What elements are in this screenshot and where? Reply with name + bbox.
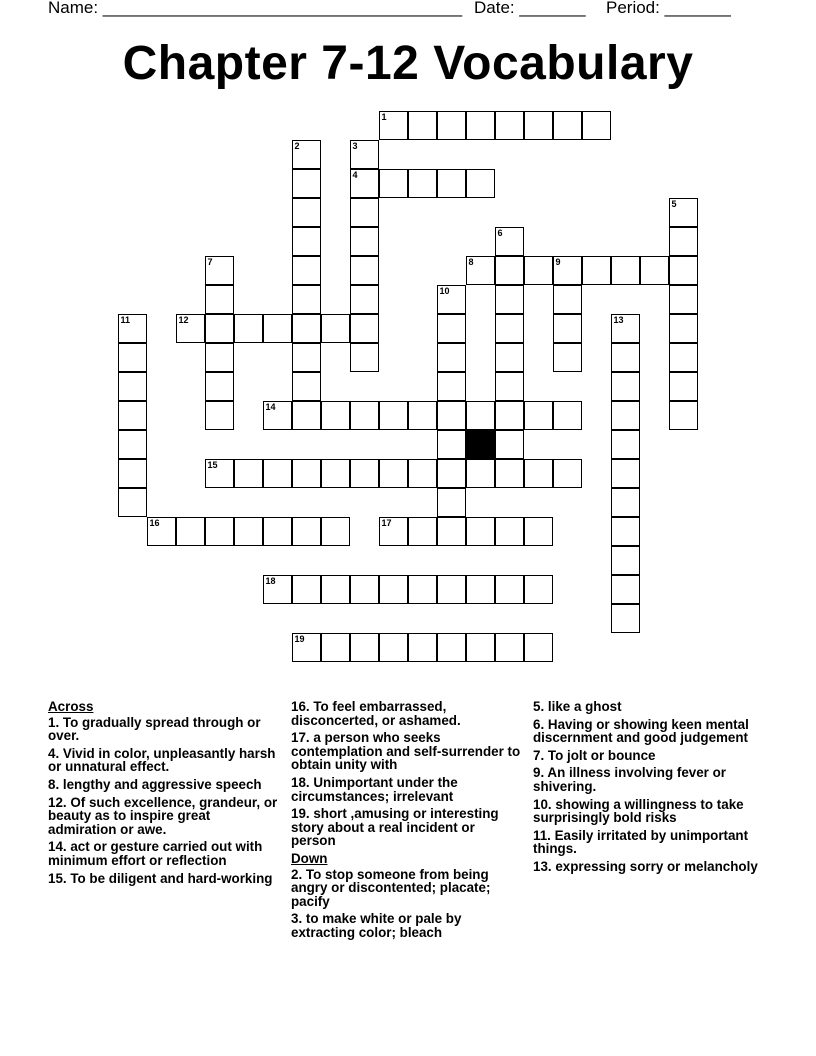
clue-number: 12 [178,314,189,325]
clue-number: 3 [352,140,358,151]
crossword-cell[interactable] [350,198,379,227]
crossword-cell[interactable] [611,401,640,430]
page-title: Chapter 7-12 Vocabulary [122,37,694,90]
clue-number: 7 [207,256,213,267]
crossword-cell[interactable] [408,633,437,662]
crossword-cell[interactable] [118,488,147,517]
crossword-cell[interactable] [437,343,466,372]
crossword-cell[interactable] [350,169,379,198]
crossword-cell[interactable] [205,343,234,372]
crossword-cell[interactable] [466,111,495,140]
clue-down-5: 5. like a ghost [533,699,622,714]
crossword-cell[interactable] [292,285,321,314]
crossword-cell[interactable] [205,401,234,430]
crossword-cell[interactable] [292,401,321,430]
crossword-cell[interactable] [495,575,524,604]
crossword-cell[interactable] [350,140,379,169]
crossword-cell[interactable] [611,314,640,343]
crossword-cell[interactable] [437,430,466,459]
crossword-cell[interactable] [669,343,698,372]
crossword-cell[interactable] [524,256,553,285]
clue-across-18: 18. Unimportant under the circumstances; irrelevant [291,774,458,804]
clue-across-14: 14. act or gesture carried out with minimum effort or reflection [48,839,263,868]
crossword-cell[interactable] [263,459,292,488]
crossword-cell[interactable] [495,372,524,401]
crossword-cell[interactable] [408,459,437,488]
crossword-cell[interactable] [379,459,408,488]
crossword-cell[interactable] [147,517,176,546]
black-square [466,430,495,459]
clue-number: 10 [439,285,450,296]
clue-number: 1 [381,111,387,122]
crossword-cell[interactable] [408,401,437,430]
crossword-cell[interactable] [205,517,234,546]
crossword-cell[interactable] [524,633,553,662]
clues-column-2 [291,700,521,944]
crossword-cell[interactable] [234,314,263,343]
crossword-cell[interactable] [408,169,437,198]
crossword-cell[interactable] [263,314,292,343]
crossword-cell[interactable] [553,285,582,314]
crossword-cell[interactable] [292,314,321,343]
crossword-cell[interactable] [466,459,495,488]
crossword-cell[interactable] [582,111,611,140]
crossword-cell[interactable] [408,517,437,546]
crossword-cell[interactable] [437,169,466,198]
crossword-cell[interactable] [611,517,640,546]
crossword-cell[interactable] [205,256,234,285]
crossword-cell[interactable] [292,372,321,401]
crossword-cell[interactable] [611,604,640,633]
clue-down-6: 6. Having or showing keen mental discernment and good judgement [533,716,749,746]
clue-across-4: 4. Vivid in color, unpleasantly harsh or unnatural effect. [48,745,276,775]
crossword-cell[interactable] [437,372,466,401]
clue-number: 4 [352,169,358,180]
crossword-cell[interactable] [495,285,524,314]
crossword-cell[interactable] [524,459,553,488]
down-heading: Down [291,850,328,866]
crossword-cell[interactable] [524,111,553,140]
crossword-cell[interactable] [321,459,350,488]
crossword-cell[interactable] [495,401,524,430]
clue-number: 11 [120,314,131,325]
crossword-cell[interactable] [466,401,495,430]
crossword-cell[interactable] [669,285,698,314]
crossword-cell[interactable] [205,314,234,343]
crossword-cell[interactable] [263,575,292,604]
crossword-cell[interactable] [669,314,698,343]
crossword-cell[interactable] [379,111,408,140]
crossword-cell[interactable] [437,285,466,314]
clue-number: 13 [613,314,624,325]
crossword-cell[interactable] [350,575,379,604]
clue-down-9: 9. An illness involving fever or shivering. [533,765,726,794]
crossword-cell[interactable] [263,517,292,546]
crossword-cell[interactable] [321,517,350,546]
clue-number: 16 [149,517,160,528]
clue-number: 9 [555,256,561,267]
clue-number: 19 [294,633,305,644]
crossword-cell[interactable] [350,459,379,488]
crossword-cell[interactable] [379,575,408,604]
crossword-cell[interactable] [350,285,379,314]
crossword-cell[interactable] [437,633,466,662]
crossword-cell[interactable] [321,314,350,343]
crossword-cell[interactable] [553,314,582,343]
date-field[interactable]: Date: _______ [474,0,586,17]
crossword-cell[interactable] [321,575,350,604]
crossword-cell[interactable] [118,401,147,430]
crossword-cell[interactable] [292,256,321,285]
crossword-cell[interactable] [611,546,640,575]
crossword-cell[interactable] [437,314,466,343]
crossword-cell[interactable] [292,459,321,488]
crossword-cell[interactable] [118,459,147,488]
crossword-cell[interactable] [466,256,495,285]
crossword-cell[interactable] [292,227,321,256]
crossword-cell[interactable] [176,314,205,343]
clue-number: 14 [265,401,276,412]
crossword-cell[interactable] [205,372,234,401]
crossword-cell[interactable] [350,401,379,430]
crossword-cell[interactable] [611,256,640,285]
crossword-cell[interactable] [495,314,524,343]
crossword-cell[interactable] [350,256,379,285]
crossword-cell[interactable] [437,517,466,546]
crossword-cell[interactable] [495,430,524,459]
crossword-cell[interactable] [408,575,437,604]
crossword-cell[interactable] [611,488,640,517]
crossword-cell[interactable] [292,198,321,227]
clue-across-1: 1. To gradually spread through or over. [48,714,261,744]
crossword-cell[interactable] [437,459,466,488]
crossword-cell[interactable] [553,401,582,430]
crossword-cell[interactable] [292,169,321,198]
crossword-cell[interactable] [553,343,582,372]
clue-across-8: 8. lengthy and aggressive speech [48,776,262,792]
crossword-cell[interactable] [292,575,321,604]
crossword-cell[interactable] [437,111,466,140]
clue-number: 18 [265,575,276,586]
clue-across-15: 15. To be diligent and hard-working [48,870,273,886]
crossword-cell[interactable] [321,633,350,662]
crossword-cell[interactable] [350,314,379,343]
crossword-cell[interactable] [495,227,524,256]
clue-number: 5 [671,198,677,209]
crossword-cell[interactable] [524,517,553,546]
crossword-cell[interactable] [669,401,698,430]
crossword-cell[interactable] [611,459,640,488]
crossword-cell[interactable] [669,227,698,256]
crossword-cell[interactable] [292,343,321,372]
crossword-cell[interactable] [118,314,147,343]
crossword-cell[interactable] [611,430,640,459]
clue-down-3: 3. to make white or pale by extracting color; bleach [291,911,462,940]
crossword-cell[interactable] [118,343,147,372]
crossword-cell[interactable] [350,343,379,372]
name-field[interactable]: Name: ______________________________________ [48,0,463,17]
crossword-cell[interactable] [524,401,553,430]
crossword-cell[interactable] [292,633,321,662]
crossword-cell[interactable] [611,575,640,604]
crossword-cell[interactable] [495,517,524,546]
crossword-cell[interactable] [553,256,582,285]
crossword-cell[interactable] [495,633,524,662]
clue-number: 17 [381,517,392,528]
period-field[interactable]: Period: _______ [606,0,731,17]
clues-column-1 [48,700,280,889]
crossword-cell[interactable] [669,372,698,401]
crossword-cell[interactable] [495,111,524,140]
crossword-cell[interactable] [379,633,408,662]
clue-down-10: 10. showing a willingness to take surprisingly bold risks [533,796,744,826]
crossword-cell[interactable] [669,256,698,285]
crossword-cell[interactable] [553,459,582,488]
crossword-cell[interactable] [495,256,524,285]
clue-number: 8 [468,256,474,267]
crossword-cell[interactable] [466,633,495,662]
clue-down-11: 11. Easily irritated by unimportant things. [533,827,749,857]
crossword-cell[interactable] [408,111,437,140]
crossword-cell[interactable] [321,401,350,430]
clue-number: 15 [207,459,218,470]
clue-number: 6 [497,227,503,238]
crossword-cell[interactable] [263,401,292,430]
crossword-cell[interactable] [176,517,205,546]
crossword-cell[interactable] [466,517,495,546]
clue-across-12: 12. Of such excellence, grandeur, or beauty as to inspire great admiration or awe. [48,794,278,837]
crossword-cell[interactable] [437,575,466,604]
clue-across-19: 19. short ,amusing or interesting story about a real incident or person [291,806,499,849]
crossword-cell[interactable] [669,198,698,227]
crossword-cell[interactable] [466,169,495,198]
clue-down-2: 2. To stop someone from being angry or discontented; placate; pacify [291,866,491,909]
clues-column-3 [533,700,773,878]
crossword-cell[interactable] [582,256,611,285]
crossword-cell[interactable] [495,459,524,488]
crossword-cell[interactable] [234,517,263,546]
clue-across-17: 17. a person who seeks contemplation and self-surrender to obtain unity with [291,730,521,773]
crossword-cell[interactable] [350,633,379,662]
crossword-cell[interactable] [466,575,495,604]
crossword-cell[interactable] [524,575,553,604]
crossword-cell[interactable] [437,401,466,430]
crossword-cell[interactable] [350,227,379,256]
clue-number: 2 [294,140,300,151]
crossword-cell[interactable] [205,285,234,314]
clue-down-7: 7. To jolt or bounce [533,747,656,763]
crossword-cell[interactable] [379,401,408,430]
crossword-cell[interactable] [437,488,466,517]
crossword-cell[interactable] [205,459,234,488]
across-heading: Across [48,699,94,714]
crossword-cell[interactable] [118,372,147,401]
crossword-cell[interactable] [118,430,147,459]
crossword-cell[interactable] [553,111,582,140]
crossword-cell[interactable] [379,169,408,198]
crossword-cell[interactable] [495,343,524,372]
crossword-cell[interactable] [292,140,321,169]
crossword-cell[interactable] [640,256,669,285]
clue-across-16: 16. To feel embarrassed, disconcerted, or ashamed. [291,699,461,728]
crossword-cell[interactable] [292,517,321,546]
crossword-cell[interactable] [611,343,640,372]
crossword-cell[interactable] [234,459,263,488]
clue-down-13: 13. expressing sorry or melancholy [533,858,758,874]
crossword-cell[interactable] [611,372,640,401]
crossword-cell[interactable] [379,517,408,546]
